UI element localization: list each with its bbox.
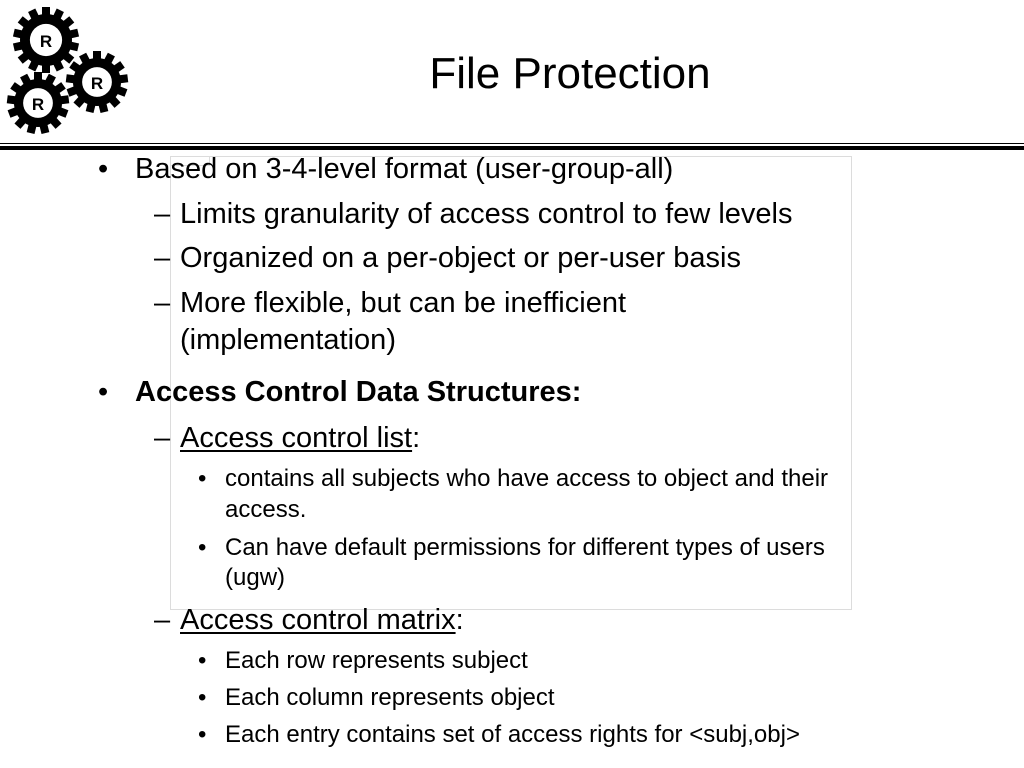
acm-heading	[180, 603, 464, 637]
acm-item: Each row represents subject	[225, 647, 528, 674]
acm-label: Access control matrix	[180, 604, 456, 636]
slide-title: File Protection	[429, 49, 711, 98]
dash-marker: –	[154, 242, 171, 274]
dash-marker: –	[154, 422, 171, 454]
gear-letter: R	[90, 74, 104, 93]
title-divider-thick	[0, 146, 1024, 150]
bullet-marker: •	[198, 684, 207, 711]
dash-marker: –	[154, 198, 171, 230]
bullet-marker: •	[98, 153, 109, 185]
sub-bullet-text: Limits granularity of access control to few levels	[180, 198, 793, 230]
bullet-text: Based on 3-4-level format (user-group-all)	[135, 153, 674, 185]
gear-letter: R	[39, 32, 53, 51]
dash-marker: –	[154, 604, 171, 636]
gears-logo	[0, 0, 140, 140]
bullet-marker: •	[98, 376, 109, 408]
sub-bullet-text: More flexible, but can be inefficient	[180, 287, 627, 319]
acl-item-continued: access.	[225, 496, 307, 523]
bullet-marker: •	[198, 721, 207, 748]
dash-marker: –	[154, 287, 171, 319]
acl-item: Can have default permissions for different types of users	[225, 534, 825, 561]
title-divider	[0, 143, 1024, 144]
bullet-marker: •	[198, 647, 207, 674]
sub-bullet-text-continued: (implementation)	[180, 324, 396, 356]
bullet-text-bold: Access Control Data Structures:	[135, 376, 582, 408]
acl-heading	[180, 421, 420, 455]
bullet-marker: •	[198, 534, 207, 561]
sub-bullet-text: Organized on a per-object or per-user basis	[180, 242, 741, 274]
acl-item: contains all subjects who have access to object and their	[225, 465, 829, 492]
acl-colon: :	[412, 422, 421, 454]
acm-colon: :	[455, 604, 464, 636]
bullet-marker: •	[198, 465, 207, 492]
acm-item: Each column represents object	[225, 684, 555, 711]
gear-letter: R	[31, 95, 45, 114]
acl-item-continued: (ugw)	[225, 564, 286, 591]
acl-label: Access control list	[180, 422, 413, 454]
acm-item: Each entry contains set of access rights for <subj,obj>	[225, 721, 800, 748]
